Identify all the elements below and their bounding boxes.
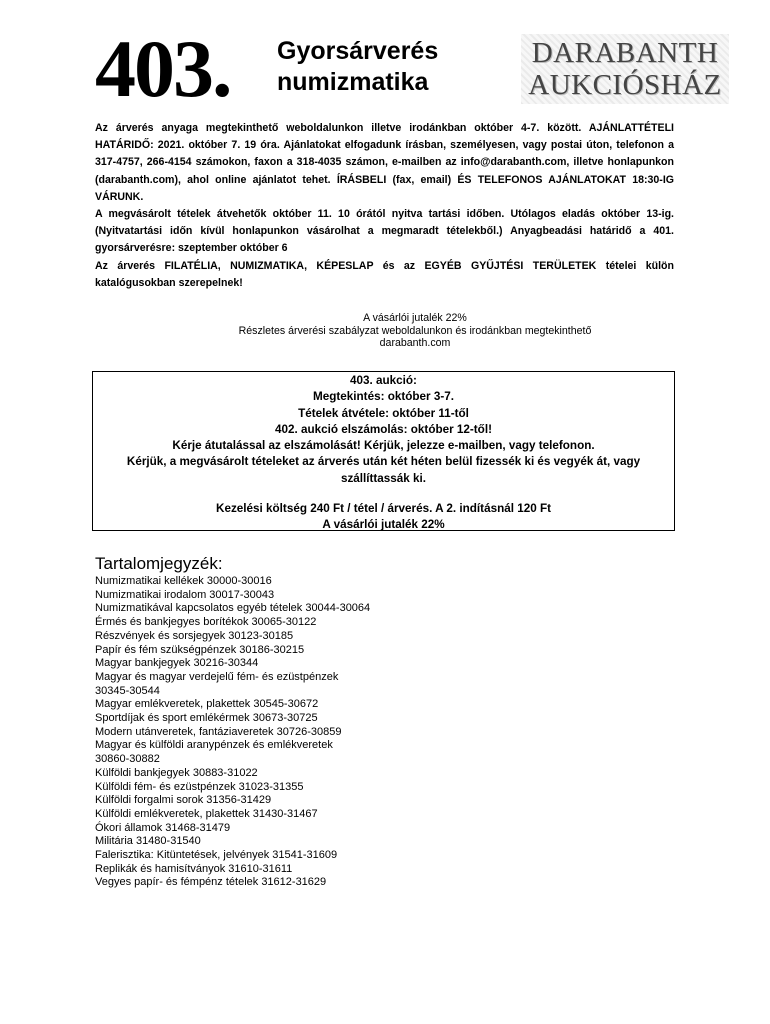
toc-item: Numizmatikával kapcsolatos egyéb tételek 30044-30064 <box>95 602 371 615</box>
toc-item: Militária 31480-31540 <box>95 835 201 848</box>
box-line-5: Kérje átutalással az elszámolását! Kérjük, jelezze e-mailben, vagy telefonon. <box>172 439 595 453</box>
box-spacer <box>93 487 674 501</box>
box-line-6: Kérjük, a megvásárolt tételeket az árverés után két héten belül fizessék ki és vegyék át, vagy <box>126 455 641 469</box>
toc-item: Numizmatikai kellékek 30000-30016 <box>95 575 272 587</box>
toc-item: Részvények és sorsjegyek 30123-30185 <box>95 629 294 642</box>
website-line: darabanth.com <box>379 337 451 349</box>
rules-line: Részletes árverési szabályzat weboldalunkon és irodánkban megtekinthető <box>238 324 592 337</box>
toc-item: Vegyes papír- és fémpénz tételek 31612-31629 <box>95 876 327 889</box>
box-line-9: A vásárlói jutalék 22% <box>322 518 445 532</box>
toc-item: Numizmatikai irodalom 30017-30043 <box>95 588 275 601</box>
table-of-contents <box>95 554 395 890</box>
subject-line-2: numizmatika <box>277 68 429 96</box>
toc-item: Replikák és hamisítványok 31610-31611 <box>95 862 293 875</box>
toc-item: Külföldi fém- és ezüstpénzek 31023-31355 <box>95 780 304 793</box>
toc-item: Magyar emlékveretek, plakettek 30545-30672 <box>95 698 319 711</box>
toc-item: 30860-30882 <box>95 753 160 766</box>
intro-paragraph-1: Az árverés anyaga megtekinthető weboldalunkon illetve irodánkban október 4-7. között. AJÁNLATTÉTELI HATÁRIDŐ: 2021. október 7. 19 óra. Ajánlatokat elfogadunk írásban, személyesen, vagy postai úton, telefonon a 317-4757, 266-4154 számokon, faxon a 318-4035 számon, e-mailben az info@darabanth.com, illetve honlapunkon (darabanth.com), ahol online ajánlatot tehet. ÍRÁSBELI (fax, email) ÉS TELEFONOS AJÁNLATOKAT 18:30-IG VÁRUNK. <box>95 122 674 203</box>
darabanth-logo <box>525 34 725 104</box>
intro-paragraph-3: Az árverés FILATÉLIA, NUMIZMATIKA, KÉPESLAP és az EGYÉB GYŰJTÉSI TERÜLETEK tételei külön katalógusokban szerepelnek! <box>95 259 674 289</box>
toc-item: Papír és fém szükségpénzek 30186-30215 <box>95 643 305 656</box>
subject-line-1: Gyorsárverés <box>277 37 439 65</box>
toc-item: Magyar bankjegyek 30216-30344 <box>95 657 259 670</box>
toc-item: 30345-30544 <box>95 684 160 697</box>
auction-number: 403. <box>95 23 231 114</box>
auction-info-box <box>92 371 675 531</box>
toc-item: Falerisztika: Kitüntetések, jelvények 31541-31609 <box>95 849 338 862</box>
toc-item: Sportdíjak és sport emlékérmek 30673-30725 <box>95 712 318 725</box>
logo-line-1: DARABANTH <box>531 37 719 69</box>
toc-item: Külföldi bankjegyek 30883-31022 <box>95 766 258 779</box>
toc-item: Magyar és magyar verdejelű fém- és ezüstpénzek <box>95 670 339 683</box>
commission-notice <box>95 312 735 350</box>
logo-line-2: AUKCIÓSHÁZ <box>528 69 722 101</box>
toc-item: Magyar és külföldi aranypénzek és emlékveretek <box>95 739 333 752</box>
toc-item: Érmés és bankjegyes borítékok 30065-30122 <box>95 616 317 629</box>
intro-paragraph-2: A megvásárolt tételek átvehetők október 11. 10 órától nyitva tartási időben. Utólagos eladás október 13-ig. (Nyitvatartási időn kívül honlapunkon vásárolhat a megmaradt tételekből.) Anyagbeadási határidő a 401. gyorsárverésre: szeptember október 6 <box>95 208 674 255</box>
toc-item: Külföldi forgalmi sorok 31356-31429 <box>95 794 272 807</box>
auction-subject <box>277 36 438 98</box>
box-line-2: Megtekintés: október 3-7. <box>313 390 454 404</box>
toc-title: Tartalomjegyzék: <box>95 554 223 573</box>
toc-item: Külföldi emlékveretek, plakettek 31430-31467 <box>95 807 318 820</box>
box-line-3: Tételek átvétele: október 11-től <box>298 406 469 420</box>
box-line-7: szállíttassák ki. <box>340 471 427 485</box>
toc-item: Modern utánveretek, fantáziaveretek 30726-30859 <box>95 725 342 738</box>
commission-line: A vásárlói jutalék 22% <box>363 312 467 324</box>
box-line-1: 403. aukció: <box>350 374 417 387</box>
toc-item: Ókori államok 31468-31479 <box>95 821 231 834</box>
page-header <box>95 23 735 114</box>
box-line-4: 402. aukció elszámolás: október 12-től! <box>275 422 492 436</box>
box-line-8: Kezelési költség 240 Ft / tétel / árverés. A 2. indításnál 120 Ft <box>216 502 551 516</box>
intro-text <box>95 120 674 292</box>
